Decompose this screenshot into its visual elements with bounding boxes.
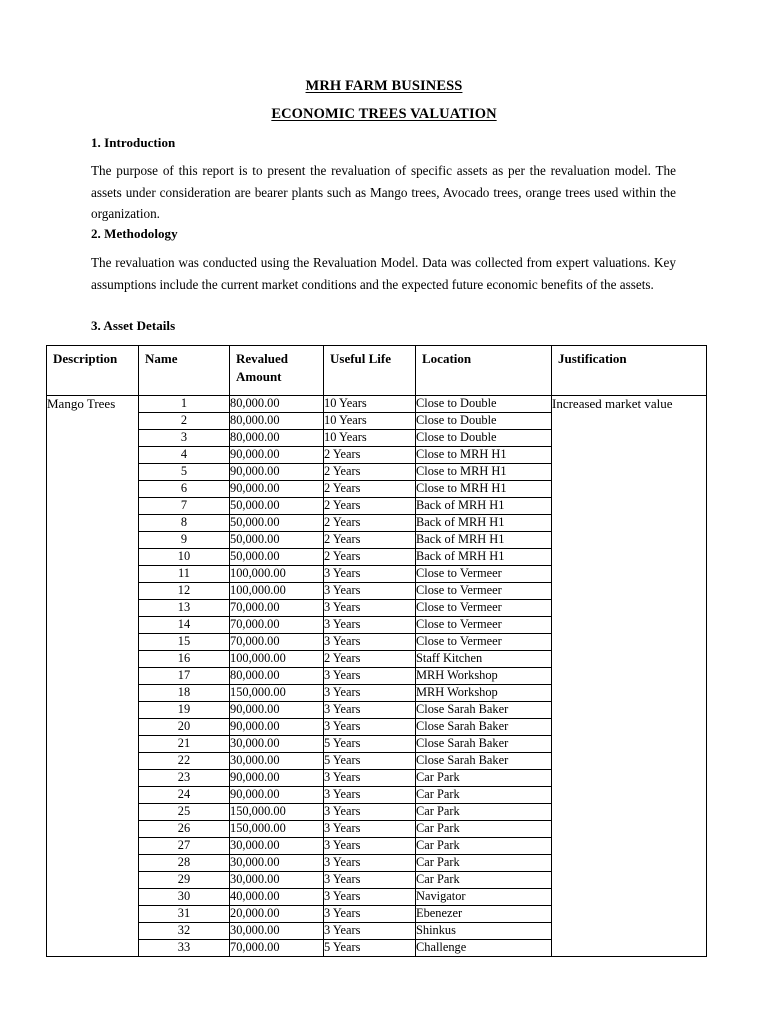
cell-amount: 30,000.00: [230, 855, 324, 872]
cell-life: 3 Years: [324, 804, 416, 821]
cell-life: 2 Years: [324, 498, 416, 515]
cell-amount: 90,000.00: [230, 770, 324, 787]
cell-amount: 150,000.00: [230, 821, 324, 838]
cell-name: 17: [139, 668, 230, 685]
cell-life: 3 Years: [324, 583, 416, 600]
cell-justification-merged: Increased market value: [552, 396, 707, 957]
cell-life: 2 Years: [324, 481, 416, 498]
cell-location: Challenge: [416, 940, 552, 957]
cell-life: 2 Years: [324, 549, 416, 566]
cell-life: 3 Years: [324, 855, 416, 872]
cell-location: Back of MRH H1: [416, 549, 552, 566]
cell-name: 20: [139, 719, 230, 736]
cell-name: 3: [139, 430, 230, 447]
cell-life: 3 Years: [324, 600, 416, 617]
cell-amount: 50,000.00: [230, 498, 324, 515]
cell-amount: 80,000.00: [230, 396, 324, 413]
section-body-introduction: The purpose of this report is to present the revaluation of specific assets as per the revaluation model. The assets under consideration are bearer plants such as Mango trees, Avocado trees, orange trees used within the organization.: [91, 163, 676, 221]
cell-life: 3 Years: [324, 634, 416, 651]
cell-location: Car Park: [416, 770, 552, 787]
cell-location: Close Sarah Baker: [416, 736, 552, 753]
cell-name: 6: [139, 481, 230, 498]
cell-description-merged: Mango Trees: [47, 396, 139, 957]
cell-location: Close to Vermeer: [416, 600, 552, 617]
cell-name: 4: [139, 447, 230, 464]
cell-name: 33: [139, 940, 230, 957]
cell-life: 3 Years: [324, 838, 416, 855]
cell-location: Car Park: [416, 787, 552, 804]
cell-amount: 20,000.00: [230, 906, 324, 923]
cell-life: 5 Years: [324, 753, 416, 770]
cell-name: 2: [139, 413, 230, 430]
cell-location: Close Sarah Baker: [416, 702, 552, 719]
cell-location: Back of MRH H1: [416, 515, 552, 532]
cell-life: 3 Years: [324, 787, 416, 804]
cell-location: Close to Vermeer: [416, 583, 552, 600]
cell-name: 7: [139, 498, 230, 515]
cell-life: 2 Years: [324, 464, 416, 481]
cell-location: Back of MRH H1: [416, 532, 552, 549]
cell-amount: 90,000.00: [230, 447, 324, 464]
cell-amount: 100,000.00: [230, 583, 324, 600]
cell-life: 3 Years: [324, 872, 416, 889]
cell-location: Car Park: [416, 821, 552, 838]
cell-amount: 90,000.00: [230, 702, 324, 719]
cell-life: 3 Years: [324, 923, 416, 940]
section-heading-methodology: 2. Methodology: [91, 226, 178, 241]
cell-life: 5 Years: [324, 736, 416, 753]
cell-amount: 50,000.00: [230, 515, 324, 532]
asset-table-container: [46, 345, 706, 957]
cell-name: 12: [139, 583, 230, 600]
cell-name: 14: [139, 617, 230, 634]
cell-life: 2 Years: [324, 515, 416, 532]
cell-life: 3 Years: [324, 685, 416, 702]
cell-life: 3 Years: [324, 668, 416, 685]
cell-amount: 150,000.00: [230, 804, 324, 821]
cell-amount: 100,000.00: [230, 651, 324, 668]
cell-location: Close to Double: [416, 413, 552, 430]
cell-life: 3 Years: [324, 889, 416, 906]
cell-amount: 50,000.00: [230, 532, 324, 549]
cell-life: 3 Years: [324, 617, 416, 634]
document-title-text: MRH FARM BUSINESS: [305, 78, 463, 94]
cell-amount: 90,000.00: [230, 787, 324, 804]
cell-amount: 70,000.00: [230, 617, 324, 634]
document-title: [0, 78, 768, 95]
cell-amount: 90,000.00: [230, 481, 324, 498]
cell-location: Navigator: [416, 889, 552, 906]
cell-name: 31: [139, 906, 230, 923]
cell-name: 24: [139, 787, 230, 804]
cell-amount: 50,000.00: [230, 549, 324, 566]
cell-name: 32: [139, 923, 230, 940]
cell-name: 21: [139, 736, 230, 753]
cell-name: 9: [139, 532, 230, 549]
cell-life: 10 Years: [324, 430, 416, 447]
cell-name: 11: [139, 566, 230, 583]
column-header-useful-life: Useful Life: [324, 346, 416, 396]
cell-location: Close to Double: [416, 430, 552, 447]
cell-name: 26: [139, 821, 230, 838]
cell-life: 2 Years: [324, 532, 416, 549]
cell-name: 22: [139, 753, 230, 770]
cell-amount: 70,000.00: [230, 600, 324, 617]
cell-amount: 90,000.00: [230, 464, 324, 481]
cell-amount: 40,000.00: [230, 889, 324, 906]
cell-location: MRH Workshop: [416, 685, 552, 702]
cell-name: 23: [139, 770, 230, 787]
cell-name: 19: [139, 702, 230, 719]
cell-life: 3 Years: [324, 566, 416, 583]
cell-life: 10 Years: [324, 396, 416, 413]
cell-name: 15: [139, 634, 230, 651]
cell-name: 10: [139, 549, 230, 566]
document-subtitle-text: ECONOMIC TREES VALUATION: [271, 106, 497, 122]
cell-amount: 70,000.00: [230, 940, 324, 957]
cell-name: 8: [139, 515, 230, 532]
cell-amount: 100,000.00: [230, 566, 324, 583]
cell-location: Car Park: [416, 804, 552, 821]
cell-name: 18: [139, 685, 230, 702]
cell-location: Car Park: [416, 872, 552, 889]
cell-amount: 80,000.00: [230, 430, 324, 447]
cell-amount: 80,000.00: [230, 668, 324, 685]
column-header-location: Location: [416, 346, 552, 396]
cell-location: Close to Double: [416, 396, 552, 413]
document-subtitle: [0, 106, 768, 123]
cell-location: Back of MRH H1: [416, 498, 552, 515]
cell-amount: 90,000.00: [230, 719, 324, 736]
cell-amount: 150,000.00: [230, 685, 324, 702]
table-header-row: [47, 346, 707, 396]
cell-life: 3 Years: [324, 719, 416, 736]
column-header-description: Description: [47, 346, 139, 396]
cell-name: 1: [139, 396, 230, 413]
column-header-name: Name: [139, 346, 230, 396]
cell-location: Close Sarah Baker: [416, 719, 552, 736]
cell-location: Ebenezer: [416, 906, 552, 923]
cell-name: 13: [139, 600, 230, 617]
cell-location: Close to Vermeer: [416, 617, 552, 634]
cell-name: 30: [139, 889, 230, 906]
cell-name: 16: [139, 651, 230, 668]
cell-location: Close to MRH H1: [416, 481, 552, 498]
cell-amount: 30,000.00: [230, 872, 324, 889]
cell-amount: 70,000.00: [230, 634, 324, 651]
section-body-methodology: The revaluation was conducted using the Revaluation Model. Data was collected from expert valuations. Key assumptions include the current market conditions and the expected future economic benefits of the assets.: [91, 255, 676, 292]
cell-location: Car Park: [416, 855, 552, 872]
cell-amount: 80,000.00: [230, 413, 324, 430]
cell-location: Car Park: [416, 838, 552, 855]
table-row: [47, 396, 707, 413]
cell-name: 27: [139, 838, 230, 855]
column-header-justification: Justification: [552, 346, 707, 396]
cell-location: Close to Vermeer: [416, 634, 552, 651]
cell-life: 3 Years: [324, 770, 416, 787]
cell-location: Close to MRH H1: [416, 447, 552, 464]
cell-life: 3 Years: [324, 906, 416, 923]
cell-location: Close to MRH H1: [416, 464, 552, 481]
cell-life: 10 Years: [324, 413, 416, 430]
cell-life: 3 Years: [324, 821, 416, 838]
section-heading-asset-details: 3. Asset Details: [91, 318, 176, 333]
cell-location: Close Sarah Baker: [416, 753, 552, 770]
section-heading-introduction: 1. Introduction: [91, 135, 176, 150]
table-body: [47, 396, 707, 957]
cell-name: 28: [139, 855, 230, 872]
cell-amount: 30,000.00: [230, 923, 324, 940]
cell-amount: 30,000.00: [230, 838, 324, 855]
cell-name: 29: [139, 872, 230, 889]
cell-life: 3 Years: [324, 702, 416, 719]
cell-life: 5 Years: [324, 940, 416, 957]
cell-name: 25: [139, 804, 230, 821]
cell-amount: 30,000.00: [230, 753, 324, 770]
cell-life: 2 Years: [324, 651, 416, 668]
cell-name: 5: [139, 464, 230, 481]
cell-amount: 30,000.00: [230, 736, 324, 753]
table-header: [47, 346, 707, 396]
cell-location: Staff Kitchen: [416, 651, 552, 668]
asset-details-table: [46, 345, 707, 957]
cell-location: Shinkus: [416, 923, 552, 940]
cell-location: MRH Workshop: [416, 668, 552, 685]
cell-life: 2 Years: [324, 447, 416, 464]
column-header-revalued-amount: Revalued Amount: [230, 346, 324, 396]
cell-location: Close to Vermeer: [416, 566, 552, 583]
